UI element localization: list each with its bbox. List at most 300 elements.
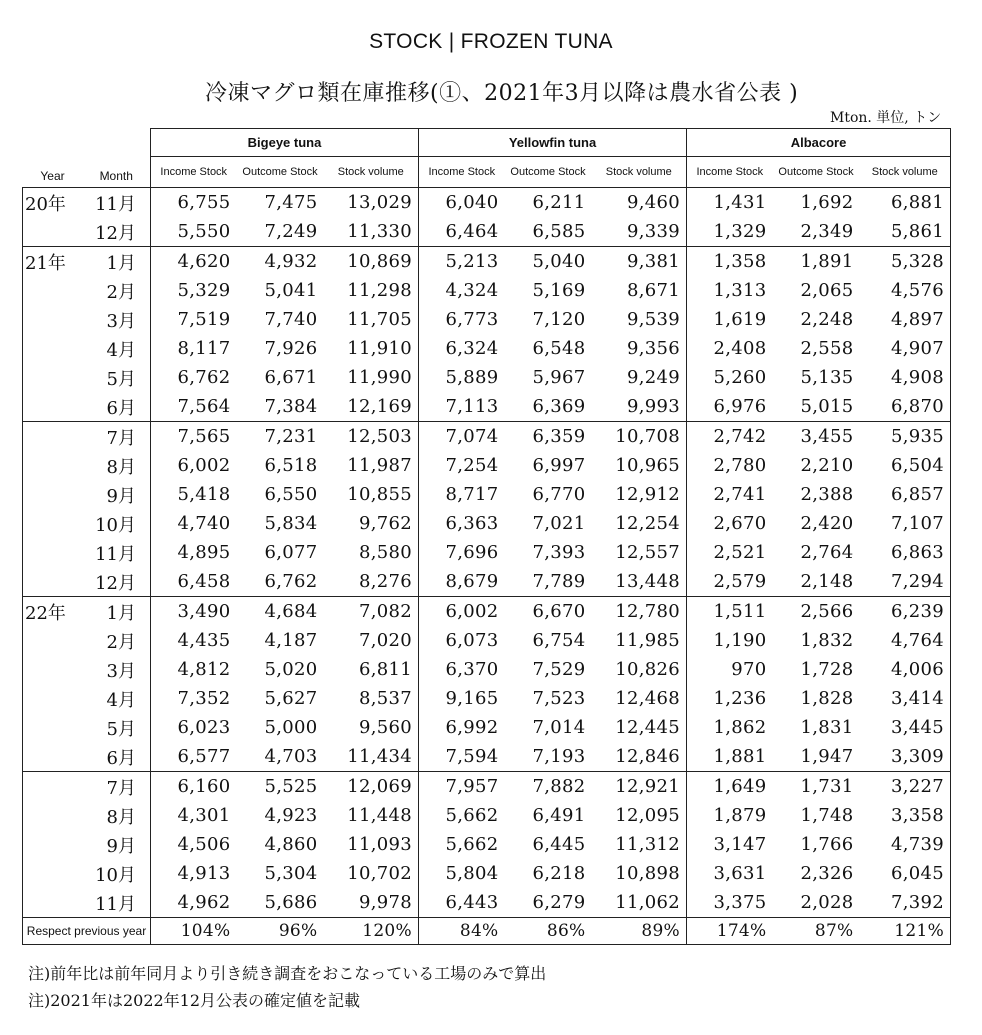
year-cell [23, 713, 83, 742]
value-cell: 6,491 [532, 805, 586, 826]
value-cell: 3,147 [687, 830, 773, 859]
value-cell: 11,990 [347, 367, 413, 388]
year-cell [23, 276, 83, 305]
value-cell: 7,475 [237, 188, 324, 218]
value-cell: 7,696 [419, 538, 505, 567]
table-row [23, 538, 951, 567]
value-cell: 4,895 [151, 538, 237, 567]
table-row [23, 247, 951, 277]
value-cell: 5,967 [532, 367, 586, 388]
year-cell [23, 772, 83, 802]
value-cell: 6,363 [419, 509, 505, 538]
value-cell: 4,907 [860, 334, 951, 363]
value-cell: 1,891 [773, 247, 860, 277]
value-cell: 4,739 [860, 830, 951, 859]
value-cell: 6,548 [532, 338, 586, 359]
value-cell: 5,525 [237, 772, 324, 802]
subheader-outcome-stock: Outcome Stock [237, 157, 324, 188]
value-cell: 10,869 [324, 247, 419, 277]
year-cell [23, 655, 83, 684]
value-cell: 9,993 [626, 396, 681, 417]
table-row [23, 655, 951, 684]
value-cell: 2,764 [800, 542, 854, 563]
value-cell: 5,662 [419, 801, 505, 830]
value-cell: 11,985 [615, 630, 681, 651]
value-cell: 970 [687, 655, 773, 684]
value-cell: 11,705 [347, 309, 413, 330]
value-cell: 4,962 [151, 888, 237, 918]
value-cell: 4,006 [860, 655, 951, 684]
value-cell: 2,741 [687, 480, 773, 509]
value-cell: 6,870 [860, 392, 951, 422]
value-cell: 3,414 [860, 684, 951, 713]
value-cell: 6,577 [151, 742, 237, 772]
month-cell: 5月 [106, 718, 136, 740]
subheader-income-stock: Income Stock [687, 157, 773, 188]
value-cell: 11,910 [347, 338, 413, 359]
month-cell: 7月 [83, 772, 151, 802]
percent-cell: 86% [505, 918, 592, 945]
value-cell: 5,861 [860, 217, 951, 247]
value-cell: 12,912 [615, 484, 681, 505]
value-cell: 5,000 [264, 717, 318, 738]
table-row [23, 772, 951, 802]
month-cell: 5月 [106, 368, 136, 390]
value-cell: 12,468 [615, 688, 681, 709]
value-cell: 11,330 [347, 221, 413, 242]
value-cell: 2,521 [687, 538, 773, 567]
value-cell: 4,301 [151, 801, 237, 830]
value-cell: 5,041 [264, 280, 318, 301]
value-cell: 11,298 [347, 280, 413, 301]
value-cell: 6,773 [419, 305, 505, 334]
value-cell: 10,708 [592, 422, 687, 452]
value-cell: 8,276 [358, 571, 413, 592]
month-cell: 11月 [83, 188, 151, 218]
value-cell: 1,828 [800, 688, 854, 709]
value-cell: 7,740 [264, 309, 318, 330]
value-cell: 5,889 [419, 363, 505, 392]
year-cell [23, 626, 83, 655]
value-cell: 2,408 [687, 334, 773, 363]
value-cell: 7,594 [419, 742, 505, 772]
value-cell: 6,445 [532, 834, 586, 855]
value-cell: 3,309 [860, 742, 951, 772]
value-cell: 1,728 [800, 659, 854, 680]
value-cell: 4,764 [860, 626, 951, 655]
percent-cell: 104% [151, 918, 237, 945]
value-cell: 5,015 [800, 396, 854, 417]
month-cell: 1月 [83, 247, 151, 277]
unit-label: Mton. 単位, トン [830, 110, 942, 126]
value-cell: 7,565 [151, 422, 237, 452]
value-cell: 7,021 [532, 513, 586, 534]
value-cell: 12,557 [615, 542, 681, 563]
value-cell: 4,740 [151, 509, 237, 538]
value-cell: 7,519 [151, 305, 237, 334]
value-cell: 7,384 [264, 396, 318, 417]
value-cell: 5,935 [860, 422, 951, 452]
value-cell: 2,349 [800, 221, 854, 242]
value-cell: 1,748 [800, 805, 854, 826]
table-row [23, 392, 951, 422]
value-cell: 6,670 [505, 597, 592, 627]
value-cell: 6,324 [419, 334, 505, 363]
value-cell: 5,686 [237, 888, 324, 918]
value-cell: 9,978 [324, 888, 419, 918]
table-row [23, 305, 951, 334]
group-header-yellowfin: Yellowfin tuna [419, 129, 687, 157]
year-cell [23, 888, 83, 918]
value-cell: 2,065 [800, 280, 854, 301]
month-cell: 4月 [106, 689, 136, 711]
value-cell: 5,418 [151, 480, 237, 509]
value-cell: 4,576 [860, 276, 951, 305]
value-cell: 9,249 [626, 367, 681, 388]
group-header-bigeye: Bigeye tuna [151, 129, 419, 157]
value-cell: 6,992 [419, 713, 505, 742]
value-cell: 7,392 [860, 888, 951, 918]
subheader-outcome-stock: Outcome Stock [773, 157, 860, 188]
value-cell: 7,254 [419, 451, 505, 480]
value-cell: 4,324 [419, 276, 505, 305]
subheader-stock-volume: Stock volume [324, 157, 419, 188]
value-cell: 5,550 [151, 217, 237, 247]
value-cell: 7,393 [532, 542, 586, 563]
value-cell: 4,812 [151, 655, 237, 684]
table-body [23, 188, 951, 945]
value-cell: 7,352 [151, 684, 237, 713]
value-cell: 4,620 [151, 247, 237, 277]
value-cell: 6,811 [358, 659, 413, 680]
value-cell: 9,762 [358, 513, 413, 534]
value-cell: 4,897 [860, 305, 951, 334]
month-cell: 10月 [95, 514, 136, 536]
table-row [23, 567, 951, 597]
month-header: Month [99, 169, 133, 183]
value-cell: 6,211 [505, 188, 592, 218]
value-cell: 7,926 [264, 338, 318, 359]
month-cell: 12月 [95, 572, 136, 594]
value-cell: 5,834 [264, 513, 318, 534]
value-cell: 7,082 [324, 597, 419, 627]
month-cell: 2月 [106, 631, 136, 653]
table-row [23, 830, 951, 859]
value-cell: 4,684 [237, 597, 324, 627]
value-cell: 3,490 [151, 597, 237, 627]
value-cell: 6,863 [860, 538, 951, 567]
value-cell: 10,826 [615, 659, 681, 680]
month-cell: 12月 [95, 222, 136, 244]
value-cell: 6,881 [860, 188, 951, 218]
percent-cell: 89% [592, 918, 687, 945]
value-cell: 6,464 [419, 217, 505, 247]
table-row [23, 684, 951, 713]
year-cell [23, 217, 83, 247]
value-cell: 12,780 [592, 597, 687, 627]
value-cell: 5,662 [419, 830, 505, 859]
table-row [23, 276, 951, 305]
month-cell: 11月 [95, 543, 136, 565]
value-cell: 7,107 [860, 509, 951, 538]
value-cell: 1,431 [687, 188, 773, 218]
respect-previous-year-row [23, 918, 951, 945]
value-cell: 2,028 [773, 888, 860, 918]
value-cell: 12,095 [615, 805, 681, 826]
percent-cell: 84% [419, 918, 505, 945]
value-cell: 6,762 [264, 571, 318, 592]
month-cell: 1月 [83, 597, 151, 627]
table-row [23, 217, 951, 247]
value-cell: 5,169 [532, 280, 586, 301]
table-row [23, 334, 951, 363]
value-cell: 3,631 [687, 859, 773, 888]
year-cell [23, 830, 83, 859]
value-cell: 2,148 [800, 571, 854, 592]
year-cell: 20年 [23, 188, 83, 218]
value-cell: 12,069 [324, 772, 419, 802]
value-cell: 1,731 [773, 772, 860, 802]
table-row [23, 713, 951, 742]
value-cell: 8,717 [419, 480, 505, 509]
footnote-2: 注)2021年は2022年12月公表の確定値を記載 [28, 991, 361, 1010]
value-cell: 1,236 [687, 684, 773, 713]
value-cell: 5,627 [264, 688, 318, 709]
value-cell: 6,443 [419, 888, 505, 918]
subheader-stock-volume: Stock volume [860, 157, 951, 188]
value-cell: 4,932 [237, 247, 324, 277]
page-header-title: STOCK | FROZEN TUNA [369, 30, 613, 53]
year-cell [23, 684, 83, 713]
percent-cell: 174% [687, 918, 773, 945]
value-cell: 10,965 [615, 455, 681, 476]
value-cell: 4,913 [151, 859, 237, 888]
value-cell: 6,976 [687, 392, 773, 422]
value-cell: 2,566 [773, 597, 860, 627]
table-row [23, 480, 951, 509]
month-cell: 6月 [106, 747, 136, 769]
value-cell: 2,670 [687, 509, 773, 538]
percent-cell: 96% [237, 918, 324, 945]
subheader-income-stock: Income Stock [151, 157, 237, 188]
table-row [23, 451, 951, 480]
year-cell [23, 363, 83, 392]
value-cell: 7,529 [532, 659, 586, 680]
year-cell [23, 801, 83, 830]
value-cell: 7,957 [419, 772, 505, 802]
year-cell [23, 305, 83, 334]
group-header-albacore: Albacore [687, 129, 951, 157]
value-cell: 7,294 [860, 567, 951, 597]
tuna-stock-table [22, 128, 951, 945]
value-cell: 1,313 [687, 276, 773, 305]
table-row [23, 509, 951, 538]
value-cell: 9,356 [626, 338, 681, 359]
value-cell: 11,312 [615, 834, 681, 855]
value-cell: 4,435 [151, 626, 237, 655]
value-cell: 10,898 [615, 863, 681, 884]
month-cell: 7月 [83, 422, 151, 452]
value-cell: 2,579 [687, 567, 773, 597]
table-row [23, 188, 951, 218]
year-cell [23, 334, 83, 363]
month-cell: 2月 [106, 281, 136, 303]
value-cell: 9,460 [592, 188, 687, 218]
value-cell: 11,093 [347, 834, 413, 855]
value-cell: 6,239 [860, 597, 951, 627]
value-cell: 6,002 [151, 451, 237, 480]
value-cell: 5,804 [419, 859, 505, 888]
value-cell: 9,539 [626, 309, 681, 330]
value-cell: 3,227 [860, 772, 951, 802]
value-cell: 1,881 [687, 742, 773, 772]
year-cell [23, 859, 83, 888]
value-cell: 6,359 [505, 422, 592, 452]
value-cell: 8,580 [358, 542, 413, 563]
value-cell: 6,160 [151, 772, 237, 802]
table-row [23, 363, 951, 392]
year-cell [23, 422, 83, 452]
percent-cell: 121% [860, 918, 951, 945]
value-cell: 4,506 [151, 830, 237, 859]
value-cell: 6,504 [860, 451, 951, 480]
year-cell [23, 538, 83, 567]
value-cell: 12,503 [324, 422, 419, 452]
value-cell: 11,434 [347, 746, 413, 767]
month-cell: 9月 [106, 485, 136, 507]
value-cell: 6,045 [860, 859, 951, 888]
value-cell: 6,997 [532, 455, 586, 476]
year-cell: 22年 [23, 597, 83, 627]
year-cell [23, 742, 83, 772]
value-cell: 1,619 [687, 305, 773, 334]
subheader-outcome-stock: Outcome Stock [505, 157, 592, 188]
month-cell: 8月 [106, 806, 136, 828]
year-cell [23, 480, 83, 509]
value-cell: 2,388 [800, 484, 854, 505]
value-cell: 7,564 [151, 392, 237, 422]
table-row [23, 888, 951, 918]
table-row [23, 597, 951, 627]
value-cell: 7,789 [532, 571, 586, 592]
table-row [23, 801, 951, 830]
month-cell: 9月 [106, 835, 136, 857]
value-cell: 6,585 [532, 221, 586, 242]
value-cell: 10,702 [347, 863, 413, 884]
value-cell: 8,679 [419, 567, 505, 597]
value-cell: 6,370 [419, 655, 505, 684]
value-cell: 1,649 [687, 772, 773, 802]
value-cell: 5,260 [687, 363, 773, 392]
value-cell: 5,040 [505, 247, 592, 277]
month-cell: 3月 [106, 310, 136, 332]
value-cell: 11,987 [347, 455, 413, 476]
value-cell: 6,002 [419, 597, 505, 627]
value-cell: 5,304 [264, 863, 318, 884]
value-cell: 1,511 [687, 597, 773, 627]
month-cell: 11月 [83, 888, 151, 918]
value-cell: 5,213 [419, 247, 505, 277]
value-cell: 6,218 [532, 863, 586, 884]
value-cell: 12,445 [615, 717, 681, 738]
value-cell: 6,754 [532, 630, 586, 651]
value-cell: 7,882 [505, 772, 592, 802]
value-cell: 6,857 [860, 480, 951, 509]
value-cell: 7,193 [532, 746, 586, 767]
value-cell: 6,023 [151, 713, 237, 742]
value-cell: 7,523 [532, 688, 586, 709]
value-cell: 1,947 [800, 746, 854, 767]
value-cell: 5,328 [860, 247, 951, 277]
year-cell [23, 509, 83, 538]
table-row [23, 626, 951, 655]
year-cell [23, 567, 83, 597]
value-cell: 7,249 [264, 221, 318, 242]
percent-cell: 87% [773, 918, 860, 945]
value-cell: 6,518 [264, 455, 318, 476]
value-cell: 1,190 [687, 626, 773, 655]
table-row [23, 859, 951, 888]
value-cell: 11,062 [592, 888, 687, 918]
value-cell: 6,077 [264, 542, 318, 563]
value-cell: 4,923 [264, 805, 318, 826]
value-cell: 1,879 [687, 801, 773, 830]
value-cell: 9,560 [358, 717, 413, 738]
value-cell: 3,375 [687, 888, 773, 918]
percent-cell: 120% [324, 918, 419, 945]
value-cell: 4,187 [264, 630, 318, 651]
value-cell: 7,231 [237, 422, 324, 452]
value-cell: 9,381 [592, 247, 687, 277]
value-cell: 1,831 [800, 717, 854, 738]
table-title: 冷凍マグロ類在庫推移(①、2021年3月以降は農水省公表 ) [205, 81, 799, 106]
month-cell: 8月 [106, 456, 136, 478]
respect-label: Respect previous year [23, 918, 151, 945]
value-cell: 7,014 [532, 717, 586, 738]
value-cell: 11,448 [347, 805, 413, 826]
value-cell: 6,755 [151, 188, 237, 218]
value-cell: 4,908 [860, 363, 951, 392]
value-cell: 6,762 [151, 363, 237, 392]
value-cell: 6,073 [419, 626, 505, 655]
value-cell: 2,248 [800, 309, 854, 330]
value-cell: 6,671 [264, 367, 318, 388]
month-cell: 6月 [106, 397, 136, 419]
value-cell: 7,020 [358, 630, 413, 651]
value-cell: 7,120 [532, 309, 586, 330]
value-cell: 6,040 [419, 188, 505, 218]
month-cell: 10月 [95, 864, 136, 886]
value-cell: 5,329 [151, 276, 237, 305]
table-row [23, 422, 951, 452]
value-cell: 2,742 [687, 422, 773, 452]
value-cell: 10,855 [347, 484, 413, 505]
value-cell: 6,369 [532, 396, 586, 417]
value-cell: 2,558 [800, 338, 854, 359]
value-cell: 3,358 [860, 801, 951, 830]
value-cell: 1,832 [800, 630, 854, 651]
value-cell: 6,550 [264, 484, 318, 505]
value-cell: 7,113 [419, 392, 505, 422]
year-cell [23, 451, 83, 480]
value-cell: 5,020 [264, 659, 318, 680]
value-cell: 12,846 [615, 746, 681, 767]
value-cell: 1,766 [800, 834, 854, 855]
value-cell: 4,703 [264, 746, 318, 767]
year-header: Year [40, 169, 65, 183]
value-cell: 12,921 [592, 772, 687, 802]
value-cell: 3,455 [773, 422, 860, 452]
